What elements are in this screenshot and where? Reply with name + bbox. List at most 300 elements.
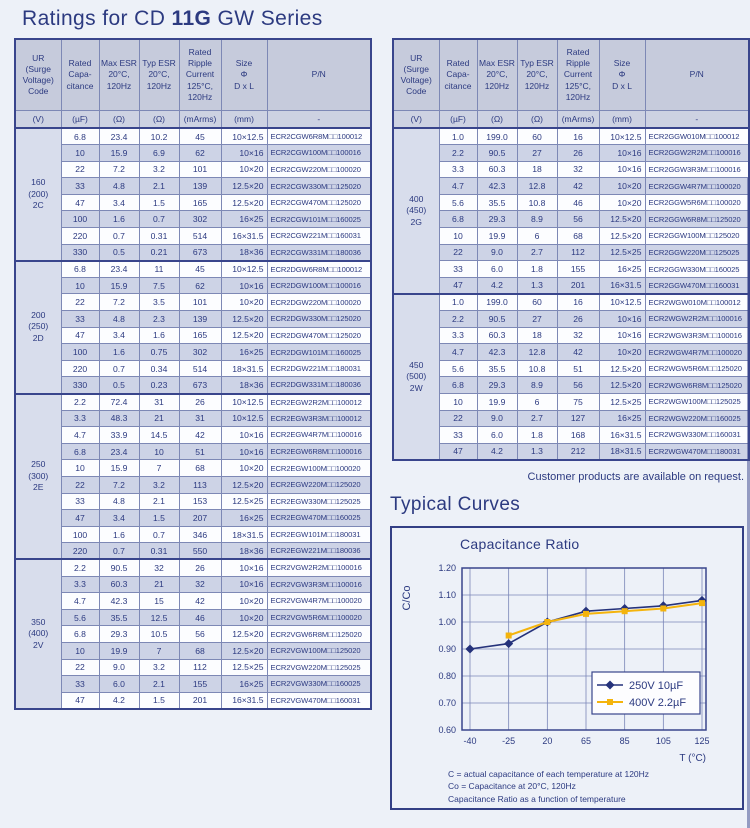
data-cell: 18×36 <box>221 377 267 394</box>
data-cell: 12.5×25 <box>599 394 645 411</box>
data-cell: 3.5 <box>139 294 179 311</box>
data-cell: 10×16 <box>599 161 645 178</box>
svg-text:T (°C): T (°C) <box>679 753 706 764</box>
table-row <box>15 311 371 328</box>
data-cell: 10×16 <box>221 277 267 294</box>
table-row <box>393 261 749 278</box>
data-cell: 19.9 <box>477 394 517 411</box>
data-cell: 2.1 <box>139 178 179 195</box>
data-cell: 16×25 <box>221 676 267 693</box>
data-cell: 673 <box>179 377 221 394</box>
data-cell: 46 <box>557 194 599 211</box>
table-row <box>15 609 371 626</box>
data-cell: 16×31.5 <box>221 692 267 709</box>
data-cell: 10×12.5 <box>221 128 267 145</box>
svg-text:1.20: 1.20 <box>438 563 456 573</box>
data-cell: 10×20 <box>221 593 267 610</box>
data-cell: 10×16 <box>599 327 645 344</box>
data-cell: 15 <box>139 593 179 610</box>
pn-cell: ECR2VGW5R6M□□100020 <box>267 609 371 626</box>
data-cell: 18 <box>517 327 557 344</box>
data-cell: 10×12.5 <box>221 261 267 278</box>
data-cell: 4.8 <box>99 311 139 328</box>
pn-cell: ECR2VGW6R8M□□125020 <box>267 626 371 643</box>
data-cell: 47 <box>439 443 477 460</box>
data-cell: 26 <box>179 559 221 576</box>
pn-cell: ECR2GGW5R6M□□100020 <box>645 194 749 211</box>
data-cell: 1.5 <box>139 692 179 709</box>
data-cell: 16×25 <box>221 211 267 228</box>
table-row <box>393 410 749 427</box>
data-cell: 29.3 <box>99 626 139 643</box>
data-cell: 4.7 <box>61 593 99 610</box>
data-cell: 47 <box>61 692 99 709</box>
data-cell: 2.2 <box>61 394 99 411</box>
unit-cell: (mm) <box>599 111 645 129</box>
column-header: Max ESR 20°C, 120Hz <box>99 39 139 111</box>
data-cell: 3.3 <box>439 161 477 178</box>
data-cell: 3.2 <box>139 161 179 178</box>
data-cell: 12.5×20 <box>221 178 267 195</box>
data-cell: 0.5 <box>99 377 139 394</box>
data-cell: 0.75 <box>139 344 179 361</box>
data-cell: 330 <box>61 377 99 394</box>
data-cell: 22 <box>61 476 99 493</box>
data-cell: 3.3 <box>61 410 99 427</box>
data-cell: 330 <box>61 244 99 261</box>
unit-cell: - <box>645 111 749 129</box>
table-row <box>393 394 749 411</box>
capacitance-ratio-chart <box>394 554 740 771</box>
pn-cell: ECR2GGW2R2M□□100016 <box>645 145 749 162</box>
data-cell: 60.3 <box>477 161 517 178</box>
data-cell: 42 <box>557 344 599 361</box>
data-cell: 2.2 <box>439 145 477 162</box>
typical-curves-heading: Typical Curves <box>390 494 521 515</box>
pn-cell: ECR2GGW330M□□160025 <box>645 261 749 278</box>
column-header: P/N <box>645 39 749 111</box>
table-row <box>15 161 371 178</box>
voltage-code-cell: 250 (300) 2E <box>15 394 61 560</box>
pn-cell: ECR2VGW100M□□125020 <box>267 642 371 659</box>
table-row <box>393 360 749 377</box>
table-row <box>393 228 749 245</box>
pn-cell: ECR2GGW470M□□160031 <box>645 277 749 294</box>
data-cell: 100 <box>61 344 99 361</box>
data-cell: 10×16 <box>221 443 267 460</box>
ratings-table-left <box>14 38 372 710</box>
table-row <box>15 327 371 344</box>
data-cell: 10×16 <box>221 576 267 593</box>
data-cell: 16×25 <box>599 410 645 427</box>
data-cell: 10×20 <box>221 161 267 178</box>
pn-cell: ECR2EGW6R8M□□100016 <box>267 443 371 460</box>
data-cell: 5.6 <box>439 360 477 377</box>
data-cell: 1.6 <box>99 344 139 361</box>
data-cell: 10×20 <box>221 609 267 626</box>
data-cell: 35.5 <box>477 360 517 377</box>
data-cell: 7 <box>139 642 179 659</box>
data-cell: 1.8 <box>517 427 557 444</box>
data-cell: 165 <box>179 327 221 344</box>
data-cell: 1.0 <box>439 294 477 311</box>
table-row <box>15 128 371 145</box>
data-cell: 7.2 <box>99 294 139 311</box>
pn-cell: ECR2EGW330M□□125025 <box>267 493 371 510</box>
column-header: Size Φ D x L <box>599 39 645 111</box>
table-row <box>393 161 749 178</box>
unit-cell: (µF) <box>61 111 99 129</box>
data-cell: 302 <box>179 344 221 361</box>
data-cell: 0.31 <box>139 228 179 245</box>
table-row <box>393 311 749 328</box>
data-cell: 42.3 <box>477 178 517 195</box>
column-header: Rated Ripple Current 125°C, 120Hz <box>179 39 221 111</box>
data-cell: 100 <box>61 526 99 543</box>
pn-cell: ECR2WGW2R2M□□100016 <box>645 311 749 328</box>
data-cell: 12.5×20 <box>599 211 645 228</box>
data-cell: 6.8 <box>61 261 99 278</box>
data-cell: 32 <box>179 576 221 593</box>
table-row <box>393 178 749 195</box>
table-row <box>15 692 371 709</box>
data-cell: 3.4 <box>99 510 139 527</box>
table-row <box>393 145 749 162</box>
table-row <box>15 377 371 394</box>
column-header: Size Φ D x L <box>221 39 267 111</box>
data-cell: 11 <box>139 261 179 278</box>
data-cell: 42.3 <box>477 344 517 361</box>
data-cell: 7.5 <box>139 277 179 294</box>
data-cell: 6.8 <box>439 377 477 394</box>
table-row <box>15 344 371 361</box>
table-row <box>393 427 749 444</box>
data-cell: 2.2 <box>61 559 99 576</box>
table-row <box>15 294 371 311</box>
pn-cell: ECR2EGW470M□□160025 <box>267 510 371 527</box>
data-cell: 2.1 <box>139 676 179 693</box>
svg-text:250V 10µF: 250V 10µF <box>629 680 684 692</box>
data-cell: 3.4 <box>99 327 139 344</box>
pn-cell: ECR2GGW220M□□125025 <box>645 244 749 261</box>
data-cell: 47 <box>61 510 99 527</box>
data-cell: 15.9 <box>99 145 139 162</box>
data-cell: 3.4 <box>99 194 139 211</box>
table-row <box>15 443 371 460</box>
table-row <box>15 559 371 576</box>
data-cell: 12.5×20 <box>221 476 267 493</box>
data-cell: 10.8 <box>517 194 557 211</box>
data-cell: 32 <box>557 327 599 344</box>
svg-text:125: 125 <box>694 736 710 746</box>
table-row <box>15 493 371 510</box>
data-cell: 12.8 <box>517 344 557 361</box>
data-cell: 33.9 <box>99 427 139 444</box>
data-cell: 1.5 <box>139 510 179 527</box>
table-row <box>15 228 371 245</box>
pn-cell: ECR2VGW220M□□125025 <box>267 659 371 676</box>
data-cell: 0.7 <box>99 360 139 377</box>
data-cell: 72.4 <box>99 394 139 411</box>
data-cell: 153 <box>179 493 221 510</box>
data-cell: 207 <box>179 510 221 527</box>
column-header: Typ ESR 20°C, 120Hz <box>517 39 557 111</box>
data-cell: 12.5×20 <box>221 311 267 328</box>
data-cell: 29.3 <box>477 211 517 228</box>
data-cell: 6 <box>517 394 557 411</box>
data-cell: 12.8 <box>517 178 557 195</box>
data-cell: 10 <box>439 394 477 411</box>
data-cell: 10×12.5 <box>221 394 267 411</box>
data-cell: 4.8 <box>99 493 139 510</box>
pn-cell: ECR2EGW220M□□125020 <box>267 476 371 493</box>
data-cell: 6.8 <box>61 626 99 643</box>
data-cell: 18×31.5 <box>221 526 267 543</box>
table-row <box>393 128 749 145</box>
data-cell: 4.2 <box>99 692 139 709</box>
data-cell: 45 <box>179 261 221 278</box>
table-row <box>393 277 749 294</box>
data-cell: 5.6 <box>439 194 477 211</box>
data-cell: 19.9 <box>477 228 517 245</box>
data-cell: 346 <box>179 526 221 543</box>
data-cell: 550 <box>179 543 221 560</box>
data-cell: 42 <box>179 593 221 610</box>
data-cell: 90.5 <box>477 145 517 162</box>
data-cell: 22 <box>61 659 99 676</box>
header-row <box>15 39 371 111</box>
table-row <box>393 443 749 460</box>
data-cell: 32 <box>139 559 179 576</box>
data-cell: 19.9 <box>99 642 139 659</box>
data-cell: 6.8 <box>439 211 477 228</box>
data-cell: 0.21 <box>139 244 179 261</box>
data-cell: 23.4 <box>99 128 139 145</box>
data-cell: 2.3 <box>139 311 179 328</box>
column-header: UR (Surge Voltage) Code <box>393 39 439 111</box>
data-cell: 47 <box>61 194 99 211</box>
table-row <box>15 277 371 294</box>
table-row <box>393 327 749 344</box>
data-cell: 12.5×20 <box>221 626 267 643</box>
data-cell: 10 <box>61 460 99 477</box>
data-cell: 6.0 <box>99 676 139 693</box>
data-cell: 2.7 <box>517 244 557 261</box>
table-row <box>393 244 749 261</box>
table-row <box>15 460 371 477</box>
data-cell: 7.2 <box>99 476 139 493</box>
data-cell: 139 <box>179 178 221 195</box>
data-cell: 68 <box>179 642 221 659</box>
page-title <box>22 7 323 31</box>
svg-text:-40: -40 <box>463 736 477 746</box>
data-cell: 16×25 <box>599 261 645 278</box>
pn-cell: ECR2DGW470M□□125020 <box>267 327 371 344</box>
data-cell: 12.5 <box>139 609 179 626</box>
data-cell: 47 <box>439 277 477 294</box>
data-cell: 10.5 <box>139 626 179 643</box>
data-cell: 4.2 <box>477 443 517 460</box>
svg-text:0.90: 0.90 <box>438 644 456 654</box>
table-row <box>15 543 371 560</box>
page-title-suffix: GW Series <box>211 7 323 30</box>
table-row <box>393 194 749 211</box>
data-cell: 9.0 <box>477 244 517 261</box>
data-cell: 8.9 <box>517 211 557 228</box>
pn-cell: ECR2EGW221M□□180036 <box>267 543 371 560</box>
voltage-code-cell: 450 (500) 2W <box>393 294 439 460</box>
data-cell: 26 <box>557 311 599 328</box>
data-cell: 33 <box>61 178 99 195</box>
table-row <box>15 676 371 693</box>
data-cell: 21 <box>139 410 179 427</box>
pn-cell: ECR2WGW5R6M□□125020 <box>645 360 749 377</box>
data-cell: 155 <box>179 676 221 693</box>
data-cell: 18×31.5 <box>599 443 645 460</box>
data-cell: 7 <box>139 460 179 477</box>
data-cell: 23.4 <box>99 261 139 278</box>
svg-text:20: 20 <box>542 736 553 746</box>
column-header: Rated Capa- citance <box>61 39 99 111</box>
data-cell: 10×20 <box>599 194 645 211</box>
data-cell: 90.5 <box>477 311 517 328</box>
table-row <box>15 145 371 162</box>
table-row <box>15 510 371 527</box>
units-row <box>15 111 371 129</box>
pn-cell: ECR2GGW6R8M□□125020 <box>645 211 749 228</box>
table-row <box>15 526 371 543</box>
data-cell: 16 <box>557 128 599 145</box>
table-row <box>393 294 749 311</box>
data-cell: 22 <box>61 294 99 311</box>
data-cell: 10×12.5 <box>221 410 267 427</box>
pn-cell: ECR2WGW220M□□160025 <box>645 410 749 427</box>
typical-curves-panel <box>390 526 744 810</box>
ratings-table <box>392 38 750 461</box>
table-row <box>15 211 371 228</box>
pn-cell: ECR2CGW470M□□125020 <box>267 194 371 211</box>
data-cell: 18×31.5 <box>221 360 267 377</box>
data-cell: 302 <box>179 211 221 228</box>
column-header: P/N <box>267 39 371 111</box>
pn-cell: ECR2CGW100M□□100016 <box>267 145 371 162</box>
data-cell: 10×20 <box>599 344 645 361</box>
data-cell: 10×16 <box>221 145 267 162</box>
pn-cell: ECR2VGW470M□□160031 <box>267 692 371 709</box>
svg-text:1.10: 1.10 <box>438 590 456 600</box>
unit-cell: (µF) <box>439 111 477 129</box>
svg-text:1.00: 1.00 <box>438 617 456 627</box>
data-cell: 48.3 <box>99 410 139 427</box>
table-row <box>393 377 749 394</box>
data-cell: 12.5×20 <box>221 642 267 659</box>
data-cell: 16 <box>557 294 599 311</box>
svg-text:0.80: 0.80 <box>438 671 456 681</box>
data-cell: 51 <box>557 360 599 377</box>
data-cell: 42 <box>557 178 599 195</box>
ratings-table-right <box>392 38 748 461</box>
data-cell: 4.7 <box>61 427 99 444</box>
data-cell: 7.2 <box>99 161 139 178</box>
data-cell: 60 <box>517 294 557 311</box>
data-cell: 12.5×20 <box>599 360 645 377</box>
table-row <box>15 360 371 377</box>
data-cell: 6 <box>517 228 557 245</box>
data-cell: 51 <box>179 443 221 460</box>
data-cell: 3.2 <box>139 659 179 676</box>
data-cell: 6.8 <box>61 128 99 145</box>
data-cell: 62 <box>179 145 221 162</box>
pn-cell: ECR2WGW100M□□125025 <box>645 394 749 411</box>
svg-text:400V 2.2µF: 400V 2.2µF <box>629 697 687 709</box>
data-cell: 1.0 <box>439 128 477 145</box>
table-row <box>15 178 371 195</box>
data-cell: 62 <box>179 277 221 294</box>
pn-cell: ECR2DGW100M□□100016 <box>267 277 371 294</box>
data-cell: 33 <box>61 311 99 328</box>
pn-cell: ECR2DGW331M□□180036 <box>267 377 371 394</box>
pn-cell: ECR2DGW101M□□160025 <box>267 344 371 361</box>
data-cell: 10.8 <box>517 360 557 377</box>
page-title-series-code: 11G <box>171 7 212 30</box>
pn-cell: ECR2GGW4R7M□□100020 <box>645 178 749 195</box>
pn-cell: ECR2WGW330M□□160031 <box>645 427 749 444</box>
data-cell: 29.3 <box>477 377 517 394</box>
data-cell: 22 <box>61 161 99 178</box>
pn-cell: ECR2DGW6R8M□□100012 <box>267 261 371 278</box>
column-header: Max ESR 20°C, 120Hz <box>477 39 517 111</box>
data-cell: 1.6 <box>139 327 179 344</box>
svg-text:C/Co: C/Co <box>401 585 413 611</box>
data-cell: 15.9 <box>99 460 139 477</box>
data-cell: 1.3 <box>517 277 557 294</box>
data-cell: 10×12.5 <box>599 128 645 145</box>
data-cell: 10.2 <box>139 128 179 145</box>
data-cell: 4.7 <box>439 178 477 195</box>
table-row <box>15 576 371 593</box>
pn-cell: ECR2GGW010M□□100012 <box>645 128 749 145</box>
data-cell: 10×20 <box>599 178 645 195</box>
table-row <box>15 261 371 278</box>
voltage-code-cell: 400 (450) 2G <box>393 128 439 294</box>
table-row <box>393 211 749 228</box>
data-cell: 16×31.5 <box>599 277 645 294</box>
pn-cell: ECR2DGW221M□□180031 <box>267 360 371 377</box>
data-cell: 27 <box>517 145 557 162</box>
data-cell: 12.5×25 <box>221 659 267 676</box>
data-cell: 8.9 <box>517 377 557 394</box>
data-cell: 199.0 <box>477 294 517 311</box>
data-cell: 22 <box>439 244 477 261</box>
chart-footnote-line: Co = Capacitance at 20°C, 120Hz <box>448 781 576 792</box>
data-cell: 0.7 <box>139 526 179 543</box>
data-cell: 101 <box>179 161 221 178</box>
data-cell: 68 <box>179 460 221 477</box>
data-cell: 1.8 <box>517 261 557 278</box>
data-cell: 33 <box>439 261 477 278</box>
table-row <box>15 626 371 643</box>
ratings-table <box>14 38 372 710</box>
data-cell: 31 <box>179 410 221 427</box>
pn-cell: ECR2EGW101M□□180031 <box>267 526 371 543</box>
data-cell: 4.2 <box>477 277 517 294</box>
data-cell: 3.3 <box>61 576 99 593</box>
data-cell: 101 <box>179 294 221 311</box>
data-cell: 16×31.5 <box>221 228 267 245</box>
svg-text:0.60: 0.60 <box>438 725 456 735</box>
pn-cell: ECR2CGW220M□□100020 <box>267 161 371 178</box>
data-cell: 514 <box>179 360 221 377</box>
